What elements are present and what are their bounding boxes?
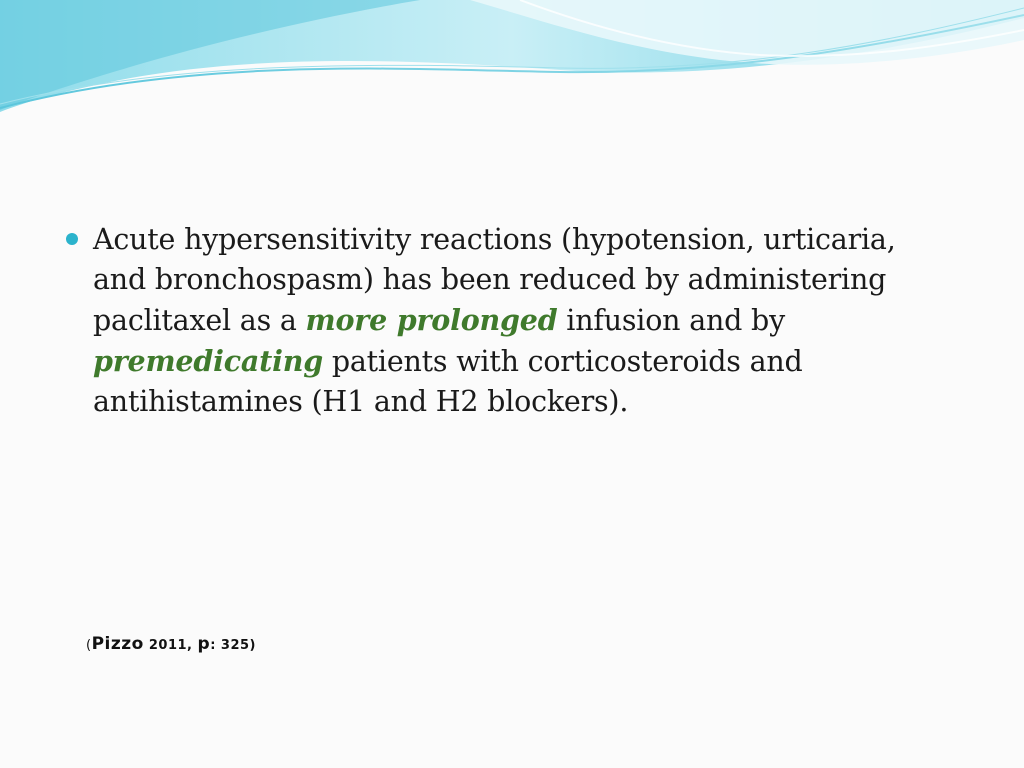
emphasis-more-prolonged: more prolonged xyxy=(305,303,558,337)
emphasis-premedicating: premedicating xyxy=(93,344,323,378)
bullet-text-part2: infusion and by xyxy=(557,304,785,337)
slide-content xyxy=(66,220,926,422)
citation-page: : 325) xyxy=(210,638,256,653)
citation-year: 2011, xyxy=(143,638,198,653)
citation-p: p xyxy=(197,634,211,654)
citation-open: ( xyxy=(86,638,92,653)
bullet-text-part3: patients with corticosteroids and antihistamines (H1 and H2 blockers). xyxy=(93,345,803,418)
citation-author: Pizzo xyxy=(91,634,144,654)
bullet-dot-icon xyxy=(66,233,78,245)
bullet-item xyxy=(66,220,926,422)
bullet-text xyxy=(93,220,926,422)
bullet-text-part1: Acute hypersensitivity reactions (hypotension, urticaria, and bronchospasm) has been reduced by administering paclitaxel as a xyxy=(93,223,896,337)
header-wave-decoration xyxy=(0,0,1024,130)
citation xyxy=(86,634,256,654)
